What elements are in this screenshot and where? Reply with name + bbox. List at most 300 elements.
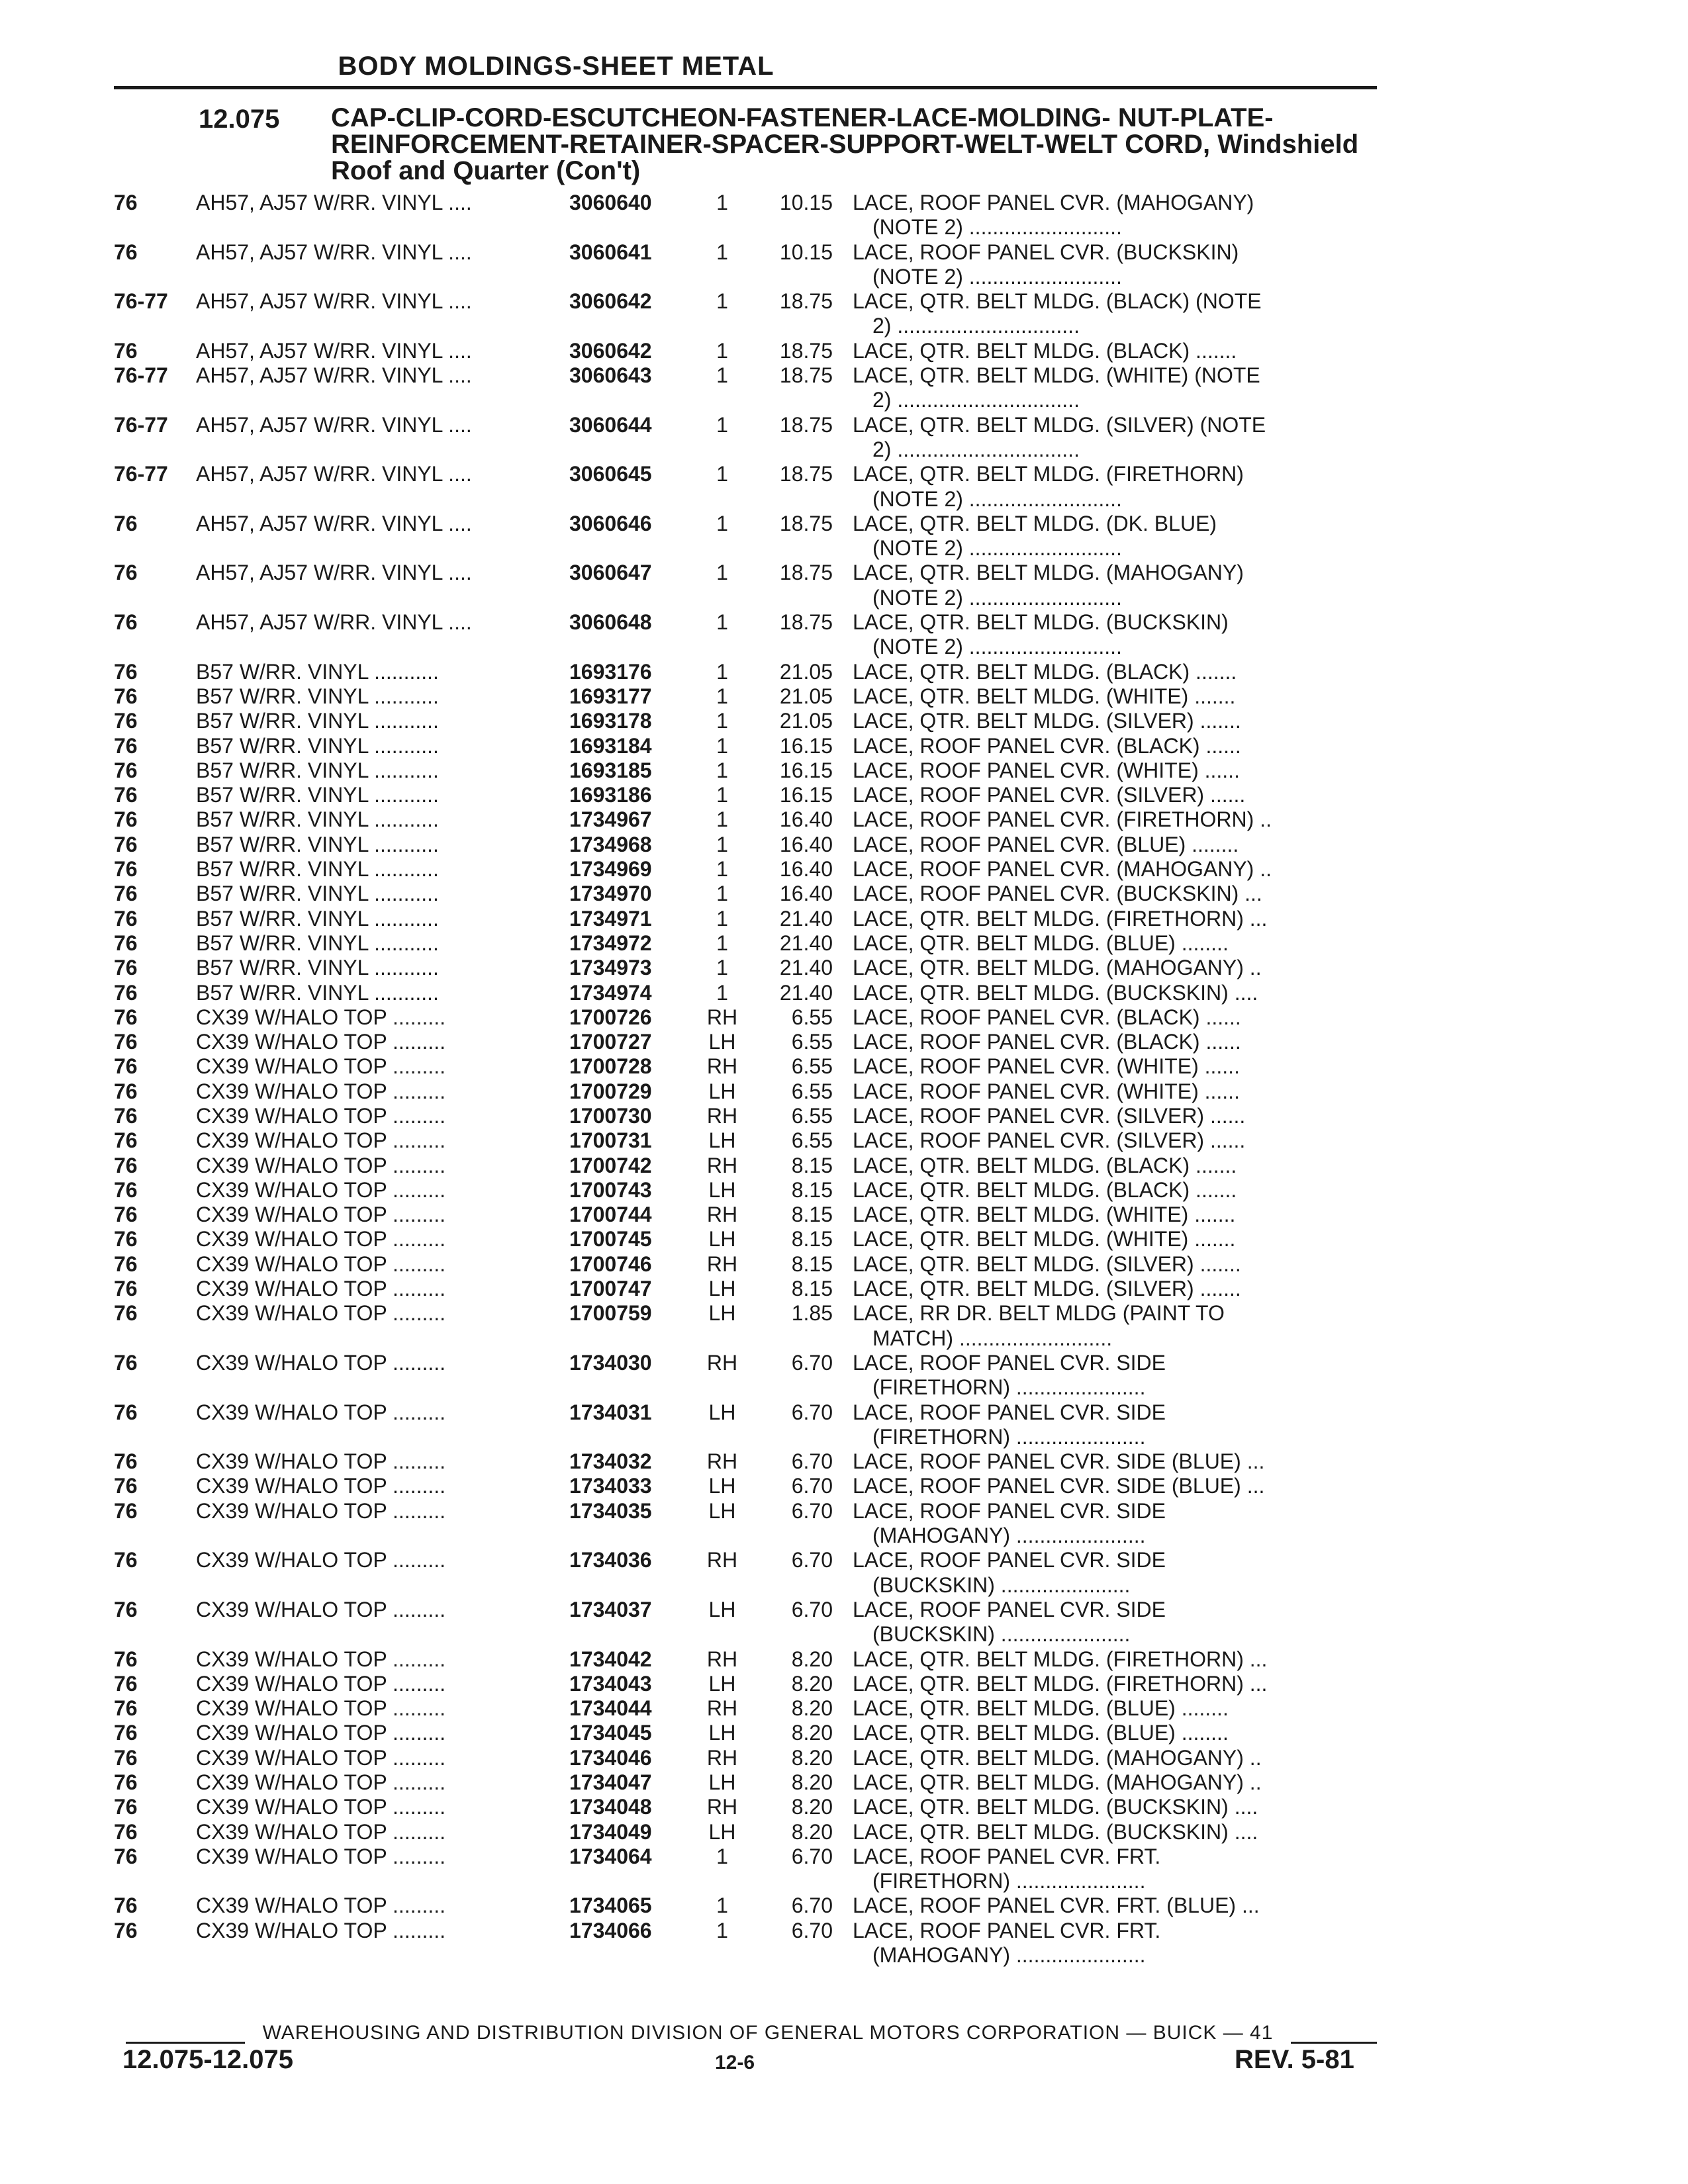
price-cell: 16.15 xyxy=(779,758,833,782)
model-cell: CX39 W/HALO TOP ......... xyxy=(196,1103,446,1128)
description-text: LACE, QTR. BELT MLDG. (BLACK) ....... xyxy=(853,338,1237,363)
year-cell: 76 xyxy=(114,511,138,535)
part-number-cell: 1734065 xyxy=(569,1893,652,1918)
quantity-cell: 1 xyxy=(716,1844,728,1868)
year-cell: 76 xyxy=(114,1153,138,1177)
description-cell xyxy=(849,610,1385,660)
part-number-cell: 1734968 xyxy=(569,832,652,856)
quantity-cell: RH xyxy=(706,1548,738,1572)
part-number-cell: 1734044 xyxy=(569,1696,652,1721)
table-row xyxy=(114,512,1385,561)
description-cell xyxy=(849,660,1385,684)
model-cell: CX39 W/HALO TOP ......... xyxy=(196,1400,446,1424)
model-cell: B57 W/RR. VINYL ........... xyxy=(196,783,439,807)
quantity-cell: RH xyxy=(706,1745,738,1770)
price-cell: 16.40 xyxy=(779,832,833,856)
description-cell xyxy=(849,1795,1385,1819)
description-cell xyxy=(849,1672,1385,1696)
model-cell: CX39 W/HALO TOP ......... xyxy=(196,1277,446,1301)
model-cell: CX39 W/HALO TOP ......... xyxy=(196,1671,446,1696)
year-cell: 76 xyxy=(114,1301,138,1326)
year-cell: 76 xyxy=(114,1795,138,1819)
description-text: LACE, ROOF PANEL CVR. (MAHOGANY) xyxy=(853,191,1254,214)
price-cell: 10.15 xyxy=(779,191,833,214)
table-row xyxy=(114,660,1385,684)
part-number-cell: 1734066 xyxy=(569,1918,652,1942)
price-cell: 6.55 xyxy=(791,1103,833,1128)
price-cell: 8.20 xyxy=(791,1647,833,1671)
price-cell: 16.40 xyxy=(779,807,833,832)
table-row xyxy=(114,363,1385,413)
description-text: LACE, QTR. BELT MLDG. (BLACK) ....... xyxy=(853,1153,1237,1177)
table-row xyxy=(114,1277,1385,1301)
table-row xyxy=(114,758,1385,783)
description-text: LACE, QTR. BELT MLDG. (FIRETHORN) ... xyxy=(853,1647,1268,1671)
description-continuation: (FIRETHORN) ...................... xyxy=(872,1375,1146,1400)
part-number-cell: 1700731 xyxy=(569,1128,652,1153)
description-cell xyxy=(849,1054,1385,1079)
quantity-cell: 1 xyxy=(716,832,728,856)
description-text: LACE, ROOF PANEL CVR. (BLUE) ........ xyxy=(853,832,1239,856)
quantity-cell: RH xyxy=(706,1647,738,1671)
description-cell xyxy=(849,956,1385,980)
model-cell: B57 W/RR. VINYL ........... xyxy=(196,931,439,955)
model-cell: CX39 W/HALO TOP ......... xyxy=(196,1844,446,1868)
quantity-cell: LH xyxy=(708,1177,736,1202)
part-number-cell: 1693176 xyxy=(569,659,652,684)
table-row xyxy=(114,240,1385,290)
year-cell: 76 xyxy=(114,832,138,856)
price-cell: 6.55 xyxy=(791,1005,833,1029)
description-text: LACE, ROOF PANEL CVR. (BLACK) ...... xyxy=(853,1005,1241,1029)
price-cell: 21.40 xyxy=(779,980,833,1005)
price-cell: 6.55 xyxy=(791,1079,833,1103)
price-cell: 18.75 xyxy=(779,412,833,437)
description-text: LACE, ROOF PANEL CVR. (WHITE) ...... xyxy=(853,1054,1240,1079)
price-cell: 8.20 xyxy=(791,1795,833,1819)
model-cell: CX39 W/HALO TOP ......... xyxy=(196,1795,446,1819)
table-row xyxy=(114,1128,1385,1153)
description-cell xyxy=(849,1770,1385,1795)
year-cell: 76 xyxy=(114,338,138,363)
model-cell: CX39 W/HALO TOP ......... xyxy=(196,1696,446,1721)
table-row xyxy=(114,1227,1385,1251)
part-number-cell: 3060642 xyxy=(569,289,652,314)
quantity-cell: LH xyxy=(708,1819,736,1844)
description-continuation: 2) ............................... xyxy=(872,437,1080,461)
table-row xyxy=(114,610,1385,660)
quantity-cell: RH xyxy=(706,1103,738,1128)
description-text: LACE, ROOF PANEL CVR. (BLACK) ...... xyxy=(853,1030,1241,1054)
table-row xyxy=(114,1746,1385,1770)
quantity-cell: LH xyxy=(708,1079,736,1103)
model-cell: CX39 W/HALO TOP ......... xyxy=(196,1153,446,1177)
part-number-cell: 1700745 xyxy=(569,1227,652,1251)
part-number-cell: 1700726 xyxy=(569,1005,652,1029)
quantity-cell: LH xyxy=(708,1400,736,1424)
description-text: LACE, ROOF PANEL CVR. (BUCKSKIN) ... xyxy=(853,882,1262,906)
year-cell: 76 xyxy=(114,882,138,906)
description-cell xyxy=(849,1252,1385,1277)
description-continuation: MATCH) .......................... xyxy=(872,1326,1113,1350)
description-continuation: (MAHOGANY) ...................... xyxy=(872,1524,1146,1548)
description-text: LACE, QTR. BELT MLDG. (WHITE) (NOTE xyxy=(853,363,1260,388)
price-cell: 18.75 xyxy=(779,561,833,585)
quantity-cell: RH xyxy=(706,1005,738,1029)
year-cell: 76 xyxy=(114,758,138,782)
year-cell: 76 xyxy=(114,783,138,807)
description-cell xyxy=(849,1154,1385,1178)
description-text: LACE, QTR. BELT MLDG. (SILVER) ....... xyxy=(853,1277,1241,1301)
year-cell: 76 xyxy=(114,240,138,264)
year-cell: 76 xyxy=(114,1918,138,1942)
quantity-cell: 1 xyxy=(716,906,728,931)
quantity-cell: LH xyxy=(708,1301,736,1326)
price-cell: 1.85 xyxy=(791,1301,833,1326)
description-cell xyxy=(849,1178,1385,1203)
description-text: LACE, ROOF PANEL CVR. SIDE (BLUE) ... xyxy=(853,1474,1265,1498)
description-text: LACE, QTR. BELT MLDG. (BUCKSKIN) .... xyxy=(853,1819,1258,1844)
description-cell xyxy=(849,1696,1385,1721)
description-cell xyxy=(849,561,1385,610)
description-cell xyxy=(849,684,1385,709)
price-cell: 21.05 xyxy=(779,659,833,684)
year-cell: 76 xyxy=(114,684,138,708)
description-continuation: (NOTE 2) .......................... xyxy=(872,635,1122,659)
quantity-cell: 1 xyxy=(716,338,728,363)
model-cell: CX39 W/HALO TOP ......... xyxy=(196,1301,446,1326)
quantity-cell: RH xyxy=(706,1153,738,1177)
quantity-cell: RH xyxy=(706,1251,738,1276)
model-cell: CX39 W/HALO TOP ......... xyxy=(196,1350,446,1375)
quantity-cell: 1 xyxy=(716,462,728,486)
part-number-cell: 1693185 xyxy=(569,758,652,782)
description-continuation: 2) ............................... xyxy=(872,314,1080,338)
description-text: LACE, QTR. BELT MLDG. (FIRETHORN) xyxy=(853,462,1244,486)
model-cell: B57 W/RR. VINYL ........... xyxy=(196,733,439,758)
description-text: LACE, QTR. BELT MLDG. (BUCKSKIN) xyxy=(853,610,1229,635)
description-text: LACE, ROOF PANEL CVR. SIDE xyxy=(853,1350,1166,1375)
part-number-cell: 1734042 xyxy=(569,1647,652,1671)
price-cell: 16.15 xyxy=(779,783,833,807)
price-cell: 21.05 xyxy=(779,684,833,708)
table-row xyxy=(114,561,1385,610)
quantity-cell: 1 xyxy=(716,511,728,535)
quantity-cell: 1 xyxy=(716,857,728,882)
year-cell: 76 xyxy=(114,733,138,758)
description-cell xyxy=(849,191,1385,240)
table-row xyxy=(114,1104,1385,1128)
part-number-cell: 1700747 xyxy=(569,1277,652,1301)
description-text: LACE, ROOF PANEL CVR. (SILVER) ...... xyxy=(853,1128,1246,1153)
model-cell: CX39 W/HALO TOP ......... xyxy=(196,1005,446,1029)
description-continuation: 2) ............................... xyxy=(872,388,1080,412)
description-text: LACE, QTR. BELT MLDG. (BLACK) ....... xyxy=(853,659,1237,684)
model-cell: CX39 W/HALO TOP ......... xyxy=(196,1893,446,1918)
year-cell: 76 xyxy=(114,1177,138,1202)
table-row xyxy=(114,833,1385,857)
table-row xyxy=(114,1795,1385,1819)
table-row xyxy=(114,1598,1385,1647)
description-cell xyxy=(849,1893,1385,1918)
part-number-cell: 1734972 xyxy=(569,931,652,955)
model-cell: AH57, AJ57 W/RR. VINYL .... xyxy=(196,240,472,264)
description-cell xyxy=(849,413,1385,463)
part-number-cell: 1734032 xyxy=(569,1449,652,1474)
table-row xyxy=(114,882,1385,906)
description-cell xyxy=(849,1598,1385,1647)
quantity-cell: 1 xyxy=(716,659,728,684)
description-cell xyxy=(849,709,1385,733)
description-text: LACE, ROOF PANEL CVR. FRT. (BLUE) ... xyxy=(853,1893,1260,1918)
part-number-cell: 1734973 xyxy=(569,956,652,980)
part-number-cell: 1734031 xyxy=(569,1400,652,1424)
description-text: LACE, QTR. BELT MLDG. (WHITE) ....... xyxy=(853,684,1236,708)
footer-page-number: 12-6 xyxy=(715,2052,755,2073)
model-cell: CX39 W/HALO TOP ......... xyxy=(196,1030,446,1054)
description-cell xyxy=(849,1820,1385,1844)
part-number-cell: 1734049 xyxy=(569,1819,652,1844)
quantity-cell: 1 xyxy=(716,561,728,585)
section-title: CAP-CLIP-CORD-ESCUTCHEON-FASTENER-LACE-MOLDING- NUT-PLATE-REINFORCEMENT-RETAINER-SPACER-SUPPORT-WELT-WELT CORD, Windshield Roof and Quarter (Con't) xyxy=(331,103,1359,185)
description-text: LACE, QTR. BELT MLDG. (SILVER) ....... xyxy=(853,1251,1241,1276)
table-row xyxy=(114,1721,1385,1745)
part-number-cell: 1734043 xyxy=(569,1671,652,1696)
footer-section-range: 12.075-12.075 xyxy=(122,2045,294,2074)
quantity-cell: 1 xyxy=(716,709,728,733)
description-text: LACE, ROOF PANEL CVR. SIDE xyxy=(853,1498,1166,1523)
description-text: LACE, QTR. BELT MLDG. (BLUE) ........ xyxy=(853,1696,1229,1721)
footer-revision: REV. 5-81 xyxy=(1235,2045,1354,2074)
table-row xyxy=(114,734,1385,758)
model-cell: CX39 W/HALO TOP ......... xyxy=(196,1474,446,1498)
price-cell: 16.40 xyxy=(779,857,833,882)
price-cell: 18.75 xyxy=(779,363,833,388)
model-cell: CX39 W/HALO TOP ......... xyxy=(196,1498,446,1523)
year-cell: 76 xyxy=(114,1030,138,1054)
description-cell xyxy=(849,1919,1385,1968)
table-row xyxy=(114,709,1385,733)
price-cell: 6.55 xyxy=(791,1030,833,1054)
part-number-cell: 1734047 xyxy=(569,1770,652,1794)
year-cell: 76 xyxy=(114,1597,138,1621)
section-number: 12.075 xyxy=(199,105,280,134)
model-cell: CX39 W/HALO TOP ......... xyxy=(196,1449,446,1474)
quantity-cell: RH xyxy=(706,1449,738,1474)
description-text: LACE, QTR. BELT MLDG. (FIRETHORN) ... xyxy=(853,906,1268,931)
quantity-cell: LH xyxy=(708,1671,736,1696)
price-cell: 8.20 xyxy=(791,1770,833,1794)
model-cell: CX39 W/HALO TOP ......... xyxy=(196,1548,446,1572)
part-number-cell: 1700729 xyxy=(569,1079,652,1103)
description-text: LACE, QTR. BELT MLDG. (MAHOGANY) .. xyxy=(853,1745,1262,1770)
description-cell xyxy=(849,512,1385,561)
description-cell xyxy=(849,907,1385,931)
year-cell: 76 xyxy=(114,956,138,980)
year-cell: 76 xyxy=(114,1548,138,1572)
description-cell xyxy=(849,1030,1385,1054)
model-cell: B57 W/RR. VINYL ........... xyxy=(196,758,439,782)
price-cell: 6.70 xyxy=(791,1597,833,1621)
quantity-cell: LH xyxy=(708,1721,736,1745)
table-row xyxy=(114,956,1385,980)
year-cell: 76-77 xyxy=(114,462,168,486)
year-cell: 76 xyxy=(114,1819,138,1844)
price-cell: 6.70 xyxy=(791,1400,833,1424)
description-cell xyxy=(849,1005,1385,1030)
table-row xyxy=(114,289,1385,339)
description-continuation: (BUCKSKIN) ...................... xyxy=(872,1572,1131,1597)
quantity-cell: LH xyxy=(708,1030,736,1054)
quantity-cell: 1 xyxy=(716,956,728,980)
description-continuation: (FIRETHORN) ...................... xyxy=(872,1424,1146,1449)
model-cell: CX39 W/HALO TOP ......... xyxy=(196,1227,446,1251)
footer-rule-right xyxy=(1291,2042,1377,2044)
model-cell: CX39 W/HALO TOP ......... xyxy=(196,1597,446,1621)
part-number-cell: 3060641 xyxy=(569,240,652,264)
model-cell: AH57, AJ57 W/RR. VINYL .... xyxy=(196,462,472,486)
table-row xyxy=(114,1079,1385,1104)
price-cell: 6.70 xyxy=(791,1844,833,1868)
model-cell: AH57, AJ57 W/RR. VINYL .... xyxy=(196,289,472,314)
quantity-cell: LH xyxy=(708,1498,736,1523)
description-continuation: (NOTE 2) .......................... xyxy=(872,264,1122,289)
description-cell xyxy=(849,1104,1385,1128)
table-row xyxy=(114,1770,1385,1795)
model-cell: B57 W/RR. VINYL ........... xyxy=(196,684,439,708)
parts-list xyxy=(114,191,1385,1968)
quantity-cell: 1 xyxy=(716,733,728,758)
table-row xyxy=(114,1844,1385,1894)
description-cell xyxy=(849,931,1385,956)
model-cell: B57 W/RR. VINYL ........... xyxy=(196,857,439,882)
description-cell xyxy=(849,807,1385,832)
year-cell: 76 xyxy=(114,1745,138,1770)
model-cell: CX39 W/HALO TOP ......... xyxy=(196,1054,446,1079)
part-number-cell: 1734048 xyxy=(569,1795,652,1819)
table-row xyxy=(114,684,1385,709)
description-cell xyxy=(849,1721,1385,1745)
page-header-title: BODY MOLDINGS-SHEET METAL xyxy=(338,52,774,81)
description-cell xyxy=(849,1499,1385,1549)
price-cell: 6.70 xyxy=(791,1893,833,1918)
description-text: LACE, ROOF PANEL CVR. (FIRETHORN) .. xyxy=(853,807,1272,832)
description-continuation: (NOTE 2) .......................... xyxy=(872,585,1122,610)
quantity-cell: 1 xyxy=(716,412,728,437)
table-row xyxy=(114,1672,1385,1696)
model-cell: CX39 W/HALO TOP ......... xyxy=(196,1079,446,1103)
part-number-cell: 1734033 xyxy=(569,1474,652,1498)
description-text: LACE, QTR. BELT MLDG. (WHITE) ....... xyxy=(853,1203,1236,1227)
part-number-cell: 1700744 xyxy=(569,1203,652,1227)
price-cell: 18.75 xyxy=(779,462,833,486)
part-number-cell: 1700743 xyxy=(569,1177,652,1202)
description-continuation: (MAHOGANY) ...................... xyxy=(872,1943,1146,1968)
year-cell: 76 xyxy=(114,1005,138,1029)
model-cell: AH57, AJ57 W/RR. VINYL .... xyxy=(196,561,472,585)
model-cell: AH57, AJ57 W/RR. VINYL .... xyxy=(196,610,472,635)
price-cell: 8.15 xyxy=(791,1251,833,1276)
year-cell: 76 xyxy=(114,1350,138,1375)
description-continuation: (BUCKSKIN) ...................... xyxy=(872,1622,1131,1647)
description-text: LACE, QTR. BELT MLDG. (SILVER) (NOTE xyxy=(853,412,1266,437)
quantity-cell: LH xyxy=(708,1770,736,1794)
year-cell: 76 xyxy=(114,1227,138,1251)
description-cell xyxy=(849,1746,1385,1770)
quantity-cell: 1 xyxy=(716,1893,728,1918)
quantity-cell: 1 xyxy=(716,807,728,832)
description-text: LACE, ROOF PANEL CVR. FRT. xyxy=(853,1844,1161,1868)
model-cell: B57 W/RR. VINYL ........... xyxy=(196,980,439,1005)
description-cell xyxy=(849,1647,1385,1672)
table-row xyxy=(114,1154,1385,1178)
table-row xyxy=(114,1474,1385,1498)
model-cell: CX39 W/HALO TOP ......... xyxy=(196,1647,446,1671)
table-row xyxy=(114,1919,1385,1968)
price-cell: 8.15 xyxy=(791,1227,833,1251)
description-continuation: (NOTE 2) .......................... xyxy=(872,536,1122,561)
description-text: LACE, ROOF PANEL CVR. (WHITE) ...... xyxy=(853,758,1240,782)
table-row xyxy=(114,1449,1385,1474)
description-cell xyxy=(849,1351,1385,1400)
year-cell: 76 xyxy=(114,659,138,684)
model-cell: B57 W/RR. VINYL ........... xyxy=(196,832,439,856)
part-number-cell: 1693178 xyxy=(569,709,652,733)
description-cell xyxy=(849,289,1385,339)
year-cell: 76-77 xyxy=(114,289,168,314)
quantity-cell: 1 xyxy=(716,758,728,782)
table-row xyxy=(114,1351,1385,1400)
model-cell: CX39 W/HALO TOP ......... xyxy=(196,1203,446,1227)
description-text: LACE, QTR. BELT MLDG. (FIRETHORN) ... xyxy=(853,1671,1268,1696)
description-cell xyxy=(849,240,1385,290)
header-rule xyxy=(114,86,1377,89)
year-cell: 76 xyxy=(114,1893,138,1918)
description-text: LACE, ROOF PANEL CVR. SIDE xyxy=(853,1400,1166,1424)
part-number-cell: 1734030 xyxy=(569,1350,652,1375)
description-text: LACE, ROOF PANEL CVR. (BUCKSKIN) xyxy=(853,240,1239,264)
year-cell: 76 xyxy=(114,1696,138,1721)
year-cell: 76 xyxy=(114,1770,138,1794)
part-number-cell: 3060645 xyxy=(569,462,652,486)
description-cell xyxy=(849,1449,1385,1474)
description-text: LACE, ROOF PANEL CVR. SIDE (BLUE) ... xyxy=(853,1449,1265,1474)
table-row xyxy=(114,1252,1385,1277)
table-row xyxy=(114,462,1385,512)
model-cell: CX39 W/HALO TOP ......... xyxy=(196,1745,446,1770)
description-cell xyxy=(849,1474,1385,1498)
table-row xyxy=(114,1548,1385,1598)
description-text: LACE, ROOF PANEL CVR. (BLACK) ...... xyxy=(853,733,1241,758)
part-number-cell: 3060644 xyxy=(569,412,652,437)
price-cell: 6.55 xyxy=(791,1128,833,1153)
description-text: LACE, QTR. BELT MLDG. (BUCKSKIN) .... xyxy=(853,1795,1258,1819)
quantity-cell: 1 xyxy=(716,882,728,906)
quantity-cell: 1 xyxy=(716,684,728,708)
model-cell: B57 W/RR. VINYL ........... xyxy=(196,882,439,906)
description-cell xyxy=(849,783,1385,807)
price-cell: 21.40 xyxy=(779,931,833,955)
price-cell: 8.20 xyxy=(791,1671,833,1696)
model-cell: CX39 W/HALO TOP ......... xyxy=(196,1128,446,1153)
table-row xyxy=(114,1030,1385,1054)
part-number-cell: 1693186 xyxy=(569,783,652,807)
table-row xyxy=(114,1301,1385,1351)
description-cell xyxy=(849,1079,1385,1104)
price-cell: 6.70 xyxy=(791,1548,833,1572)
year-cell: 76 xyxy=(114,857,138,882)
year-cell: 76-77 xyxy=(114,412,168,437)
